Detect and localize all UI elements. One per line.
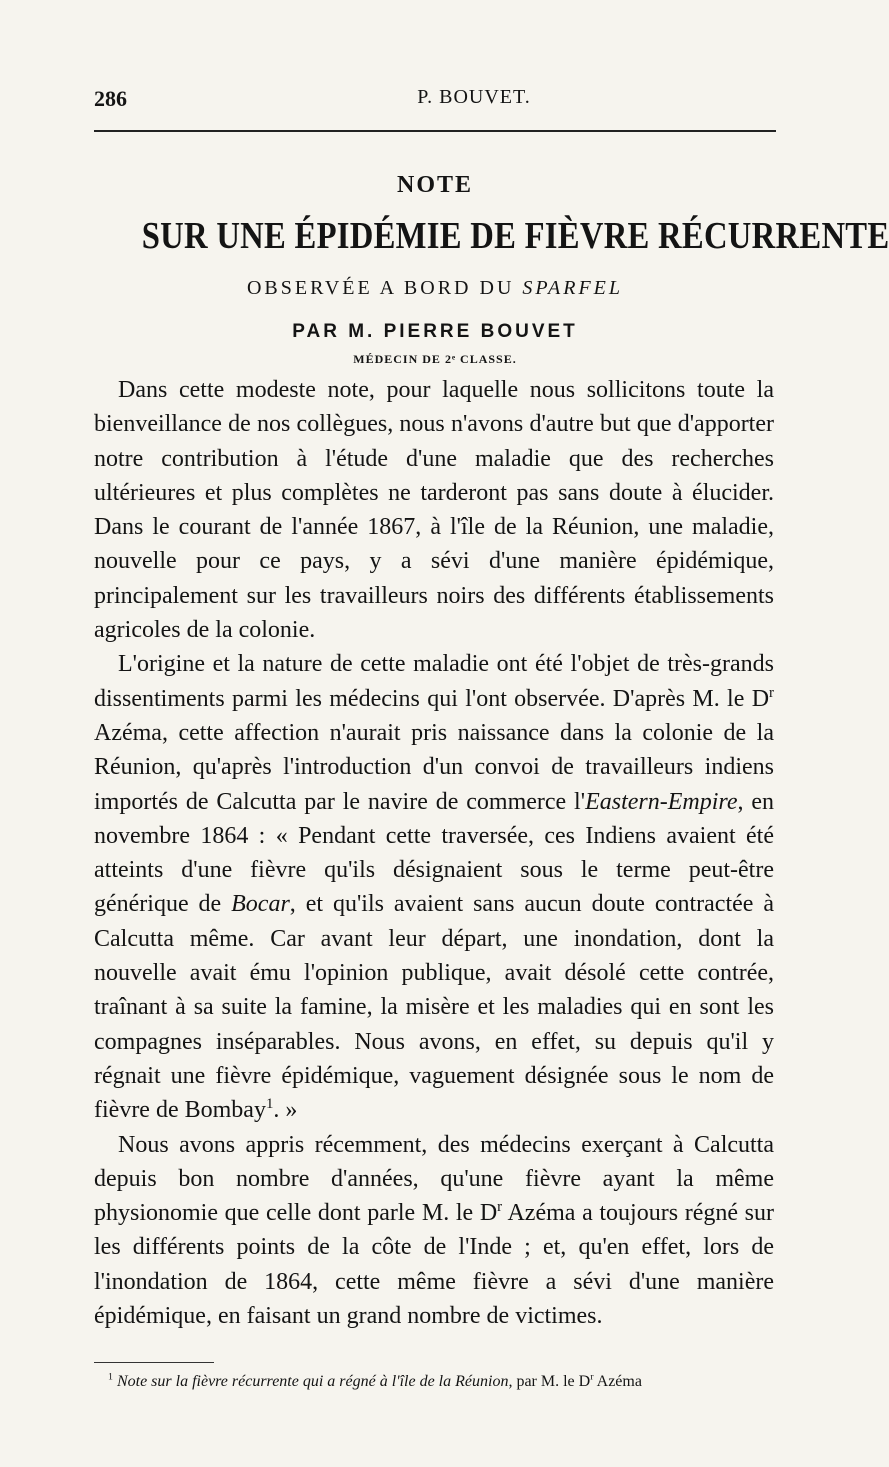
subtitle-prefix: OBSERVÉE A BORD DU [246, 277, 523, 299]
paragraph-2-text-e: . » [273, 1097, 298, 1124]
footnote-number: 1 [108, 1371, 113, 1383]
footnote-title: Note sur la fièvre récurrente qui a régné à l'île de la Réunion, [112, 1373, 513, 1390]
bocar-italic: Bocar [231, 891, 290, 918]
running-head: P. BOUVET. [417, 86, 531, 108]
author-line: PAR M. PIERRE BOUVET [292, 321, 578, 342]
author-role: MÉDECIN DE 2ᵉ CLASSE. [353, 352, 517, 366]
page-number: 286 [94, 86, 127, 111]
ship-name: SPARFEL [522, 277, 624, 299]
page-header [94, 86, 776, 116]
footnote-marker: 1 [265, 1096, 274, 1113]
paragraph-2-text-b: Azéma, cette affection n'aurait pris naissance dans la colonie de la Réunion, qu'après l'introduction d'un convoi de travailleurs indiens importés de Calcutta par le navire de commerce l' [94, 719, 774, 815]
superscript: r [590, 1371, 594, 1383]
paragraph-2-text-c: , en novembre 1864 : « Pendant cette traversée, ces Indiens avaient été atteints d'une fièvre qu'ils désignaient sous le terme peut-être générique de [94, 788, 775, 918]
paragraph-2 [94, 647, 774, 1127]
article-subtitle [94, 274, 776, 302]
footnote-text-b: Azéma [593, 1373, 642, 1390]
note-heading: NOTE [396, 172, 473, 198]
paragraph-3 [94, 1128, 774, 1334]
paragraph-3-text-a: Nous avons appris récemment, des médecins exerçant à Calcutta depuis bon nombre d'années, qu'une fièvre ayant la même physionomie que celle dont parle M. le D [94, 1131, 774, 1227]
superscript: r [769, 684, 774, 701]
body-text [94, 373, 774, 1333]
header-rule [94, 130, 776, 132]
footnote-rule [94, 1362, 214, 1363]
article-title: SUR UNE ÉPIDÉMIE DE FIÈVRE RÉCURRENTE [141, 215, 889, 257]
superscript: r [497, 1199, 503, 1216]
paragraph-1: Dans cette modeste note, pour laquelle nous sollicitons toute la bienveillance de nos collègues, nous n'avons d'autre but que d'apporter notre contribution à l'étude d'une maladie que des recherches ultérieures et plus complètes ne tarderont pas sans doute à élucider. Dans le courant de l'année 1867, à l'île de la Réunion, une maladie, nouvelle pour ce pays, y a sévi d'une manière épidémique, principalement sur les travailleurs noirs des différents établissements agricoles de la colonie. [94, 377, 774, 644]
title-block [94, 168, 889, 368]
footnote-text-a: par M. le D [512, 1373, 591, 1390]
paragraph-3-text-b: Azéma a toujours régné sur les différents points de la côte de l'Inde ; et, qu'en effet, lors de l'inondation de 1864, cette même fièvre a sévi d'une manière épidémique, en faisant un grand nombre de victimes. [94, 1200, 774, 1330]
paragraph-2-text-a: L'origine et la nature de cette maladie ont été l'objet de très-grands dissentiments parmi les médecins qui l'ont observée. D'après M. le D [94, 651, 774, 712]
paragraph-2-text-d: , et qu'ils avaient sans aucun doute contractée à Calcutta même. Car avant leur départ, une inondation, dont la nouvelle avait ému l'opinion publique, avait désolé cette contrée, traînant à sa suite la famine, la misère et les maladies qui en sont les compagnes inséparables. Nous avons, en effet, su depuis qu'il y régnait une fièvre épidémique, vaguement désignée sous le nom de fièvre de Bombay [94, 891, 774, 1124]
footnote [94, 1370, 774, 1394]
ship-name-italic: Eastern-Empire [585, 788, 738, 815]
